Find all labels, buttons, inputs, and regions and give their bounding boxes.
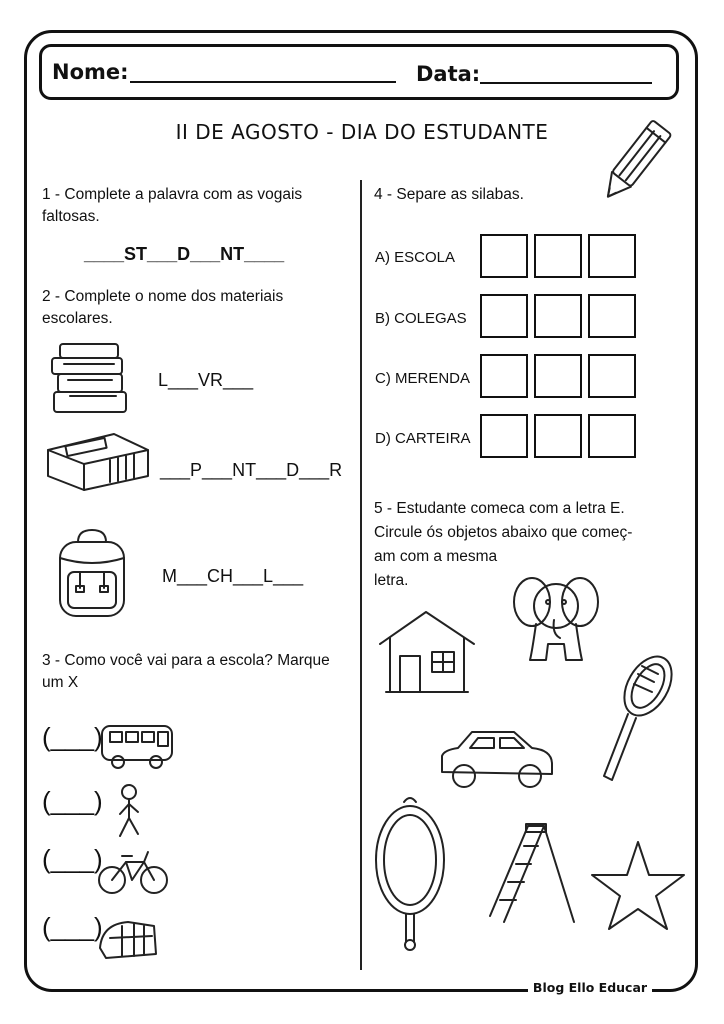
walking-child-icon	[112, 784, 146, 840]
material-word-3[interactable]: M___CH___L___	[162, 566, 304, 586]
syllable-box[interactable]	[588, 294, 636, 338]
syllable-box[interactable]	[480, 354, 528, 398]
question-5-line-2: Circule ós objetos abaixo que começ-	[374, 524, 633, 541]
option-checkbox-3[interactable]: (___)	[42, 844, 103, 874]
house-icon[interactable]	[376, 608, 478, 694]
car-icon[interactable]	[436, 726, 558, 792]
syllable-row-label-1: A) ESCOLA	[375, 249, 456, 266]
train-icon	[98, 918, 160, 962]
syllable-box[interactable]	[588, 354, 636, 398]
sharpener-icon	[44, 424, 154, 494]
option-checkbox-4[interactable]: (___)	[42, 912, 103, 942]
syllable-box[interactable]	[534, 234, 582, 278]
question-4-text: 4 - Separe as silabas.	[374, 186, 524, 203]
mirror-icon[interactable]	[372, 798, 448, 952]
question-5-line-3: am com a mesma	[374, 548, 498, 565]
brush-icon[interactable]	[596, 652, 676, 786]
bicycle-icon	[98, 848, 170, 896]
name-field[interactable]	[130, 81, 396, 83]
option-checkbox-2[interactable]: (___)	[42, 786, 103, 816]
books-icon	[50, 340, 132, 416]
elephant-icon[interactable]	[510, 572, 602, 666]
syllable-box[interactable]	[534, 414, 582, 458]
syllable-box[interactable]	[480, 294, 528, 338]
material-word-1[interactable]: L___VR___	[158, 370, 254, 390]
material-word-2[interactable]: ___P___NT___D___R	[160, 460, 343, 480]
date-label: Data:	[416, 62, 481, 86]
ladder-icon[interactable]	[484, 822, 580, 926]
syllable-box[interactable]	[534, 354, 582, 398]
date-field[interactable]	[480, 82, 652, 84]
syllable-box[interactable]	[480, 234, 528, 278]
option-checkbox-1[interactable]: (___)	[42, 722, 103, 752]
syllable-row-label-2: B) COLEGAS	[375, 310, 467, 327]
syllable-box[interactable]	[588, 234, 636, 278]
question-3-text: 3 - Como você vai para a escola? Marque um X	[42, 652, 330, 691]
syllable-box[interactable]	[534, 294, 582, 338]
column-divider	[360, 180, 362, 970]
syllable-box[interactable]	[588, 414, 636, 458]
syllable-row-label-3: C) MERENDA	[375, 370, 471, 387]
name-label: Nome:	[52, 60, 129, 84]
question-5-line-4: letra.	[374, 572, 409, 589]
syllable-row-label-4: D) CARTEIRA	[375, 430, 471, 447]
question-1-word[interactable]: ____ST___D___NT____	[84, 244, 285, 264]
bus-icon	[100, 720, 176, 772]
question-2-text: 2 - Complete o nome dos materiais escolares.	[42, 288, 284, 327]
question-5-line-1: 5 - Estudante comeca com a letra E.	[374, 500, 625, 517]
syllable-box[interactable]	[480, 414, 528, 458]
footer-credit: Blog Ello Educar	[528, 980, 652, 995]
backpack-icon	[52, 528, 132, 620]
pencil-icon	[590, 112, 680, 212]
header-box	[39, 44, 679, 100]
page-title: II DE AGOSTO - DIA DO ESTUDANTE	[175, 120, 549, 144]
star-icon[interactable]	[590, 838, 686, 932]
question-1-text: 1 - Complete a palavra com as vogais faltosas.	[42, 186, 303, 225]
